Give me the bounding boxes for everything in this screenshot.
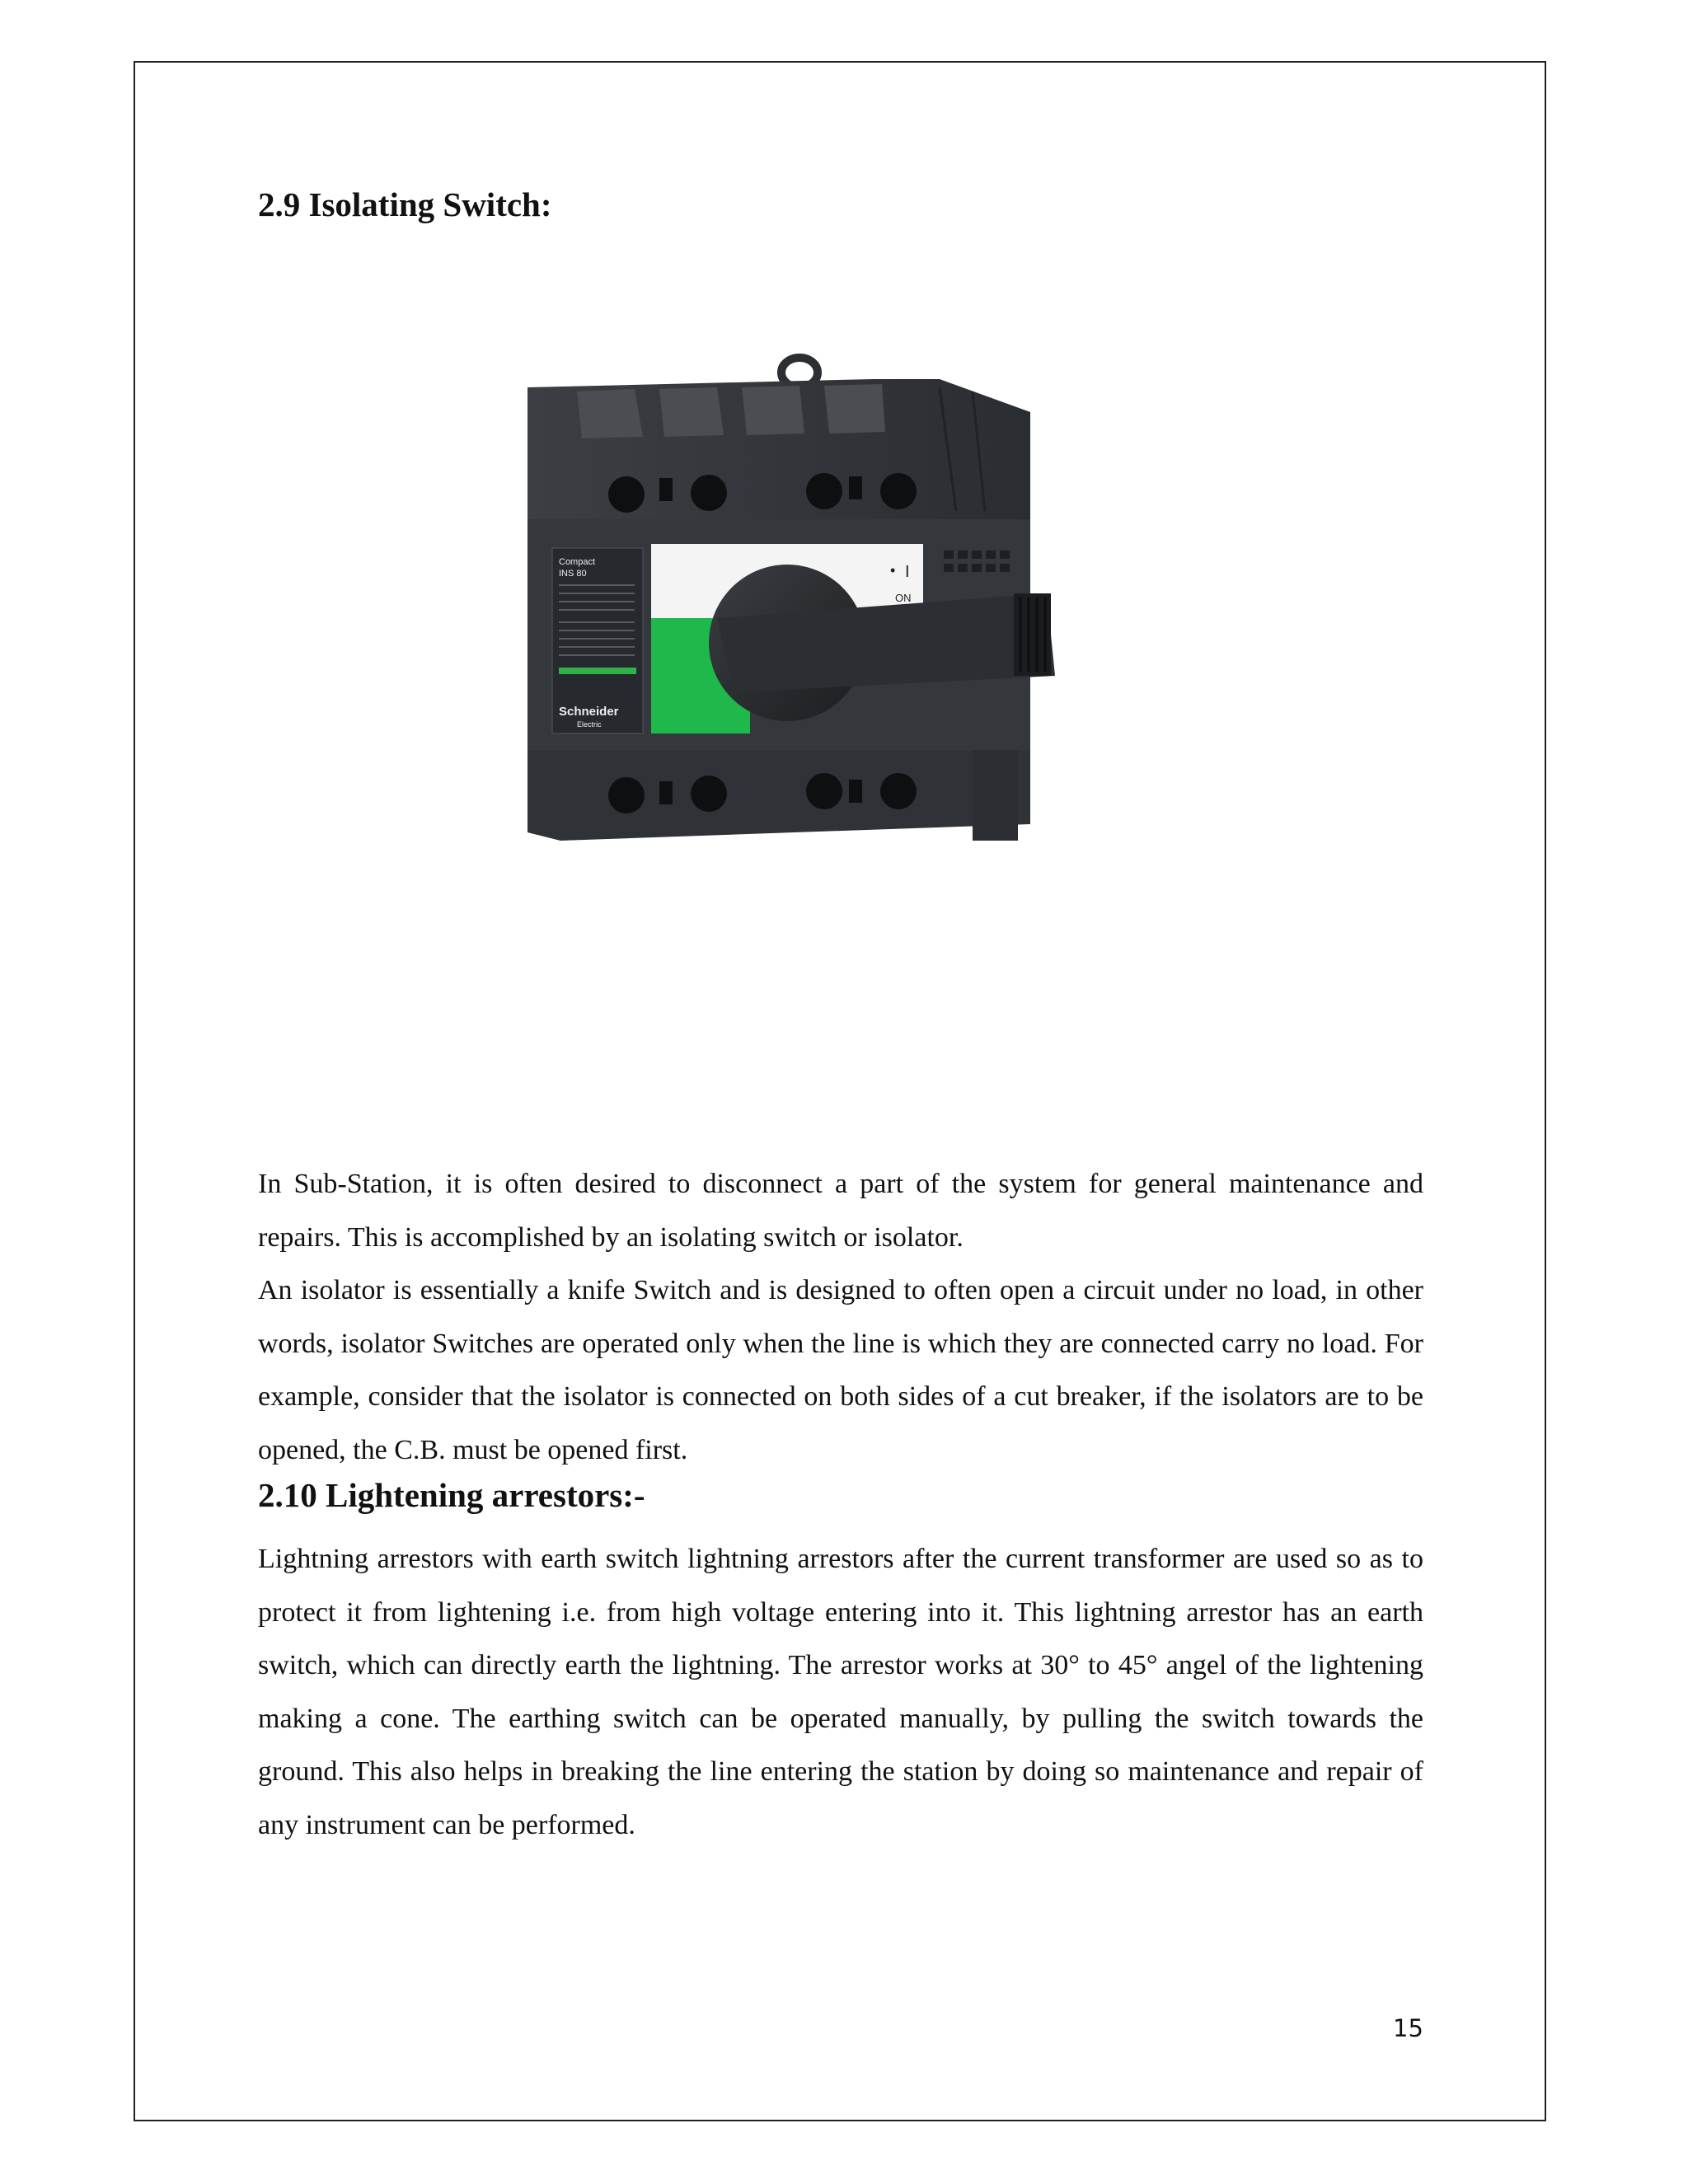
model-line1: Compact — [559, 557, 596, 567]
paragraph-isolator-intro: In Sub-Station, it is often desired to disconnect a part of the system for general maintenance and repairs. This is accomplished by an isolating switch or isolator. — [258, 1169, 1423, 1253]
model-line2: INS 80 — [559, 569, 587, 579]
paragraph-lightning-arrestors: Lightning arrestors with earth switch lightning arrestors after the current transformer are used so as to protect it from lightening i.e. from high voltage entering into it. This lightning arrestor has an earth switch, which can directly earth the lightning. The arrestor works at 30° to 45° angel of the lightening making a cone. The earthing switch can be operated manually, by pulling the switch towards the ground. This also helps in breaking the line entering the station by doing so maintenance and repair of any instrument can be performed. — [258, 1544, 1423, 1840]
dial-mark-on: I — [905, 563, 910, 581]
isolating-switch-illustration — [511, 346, 1055, 857]
section-heading-lightening-arrestors: 2.10 Lightening arrestors:- — [258, 1476, 645, 1514]
brand-logo: Schneider — [559, 705, 619, 719]
isolating-switch-text — [258, 1158, 1423, 1477]
dial-on-label: ON — [895, 592, 912, 604]
bottom-terminal-block — [528, 750, 1030, 841]
dial-mark-off: • — [890, 562, 896, 579]
paragraph-isolator-detail: An isolator is essentially a knife Switch and is designed to often open a circuit under no load, in other words, isolator Switches are operated only when the line is which they are connected carry no load. For example, consider that the isolator is connected on both sides of a cut breaker, if the isolators are to be opened, the C.B. must be opened first. — [258, 1275, 1423, 1465]
isolating-switch-figure — [511, 346, 1055, 857]
page-number: 15 — [1393, 2014, 1423, 2042]
brand-sub: Electric — [577, 720, 602, 729]
section-heading-isolating-switch: 2.9 Isolating Switch: — [258, 185, 552, 223]
